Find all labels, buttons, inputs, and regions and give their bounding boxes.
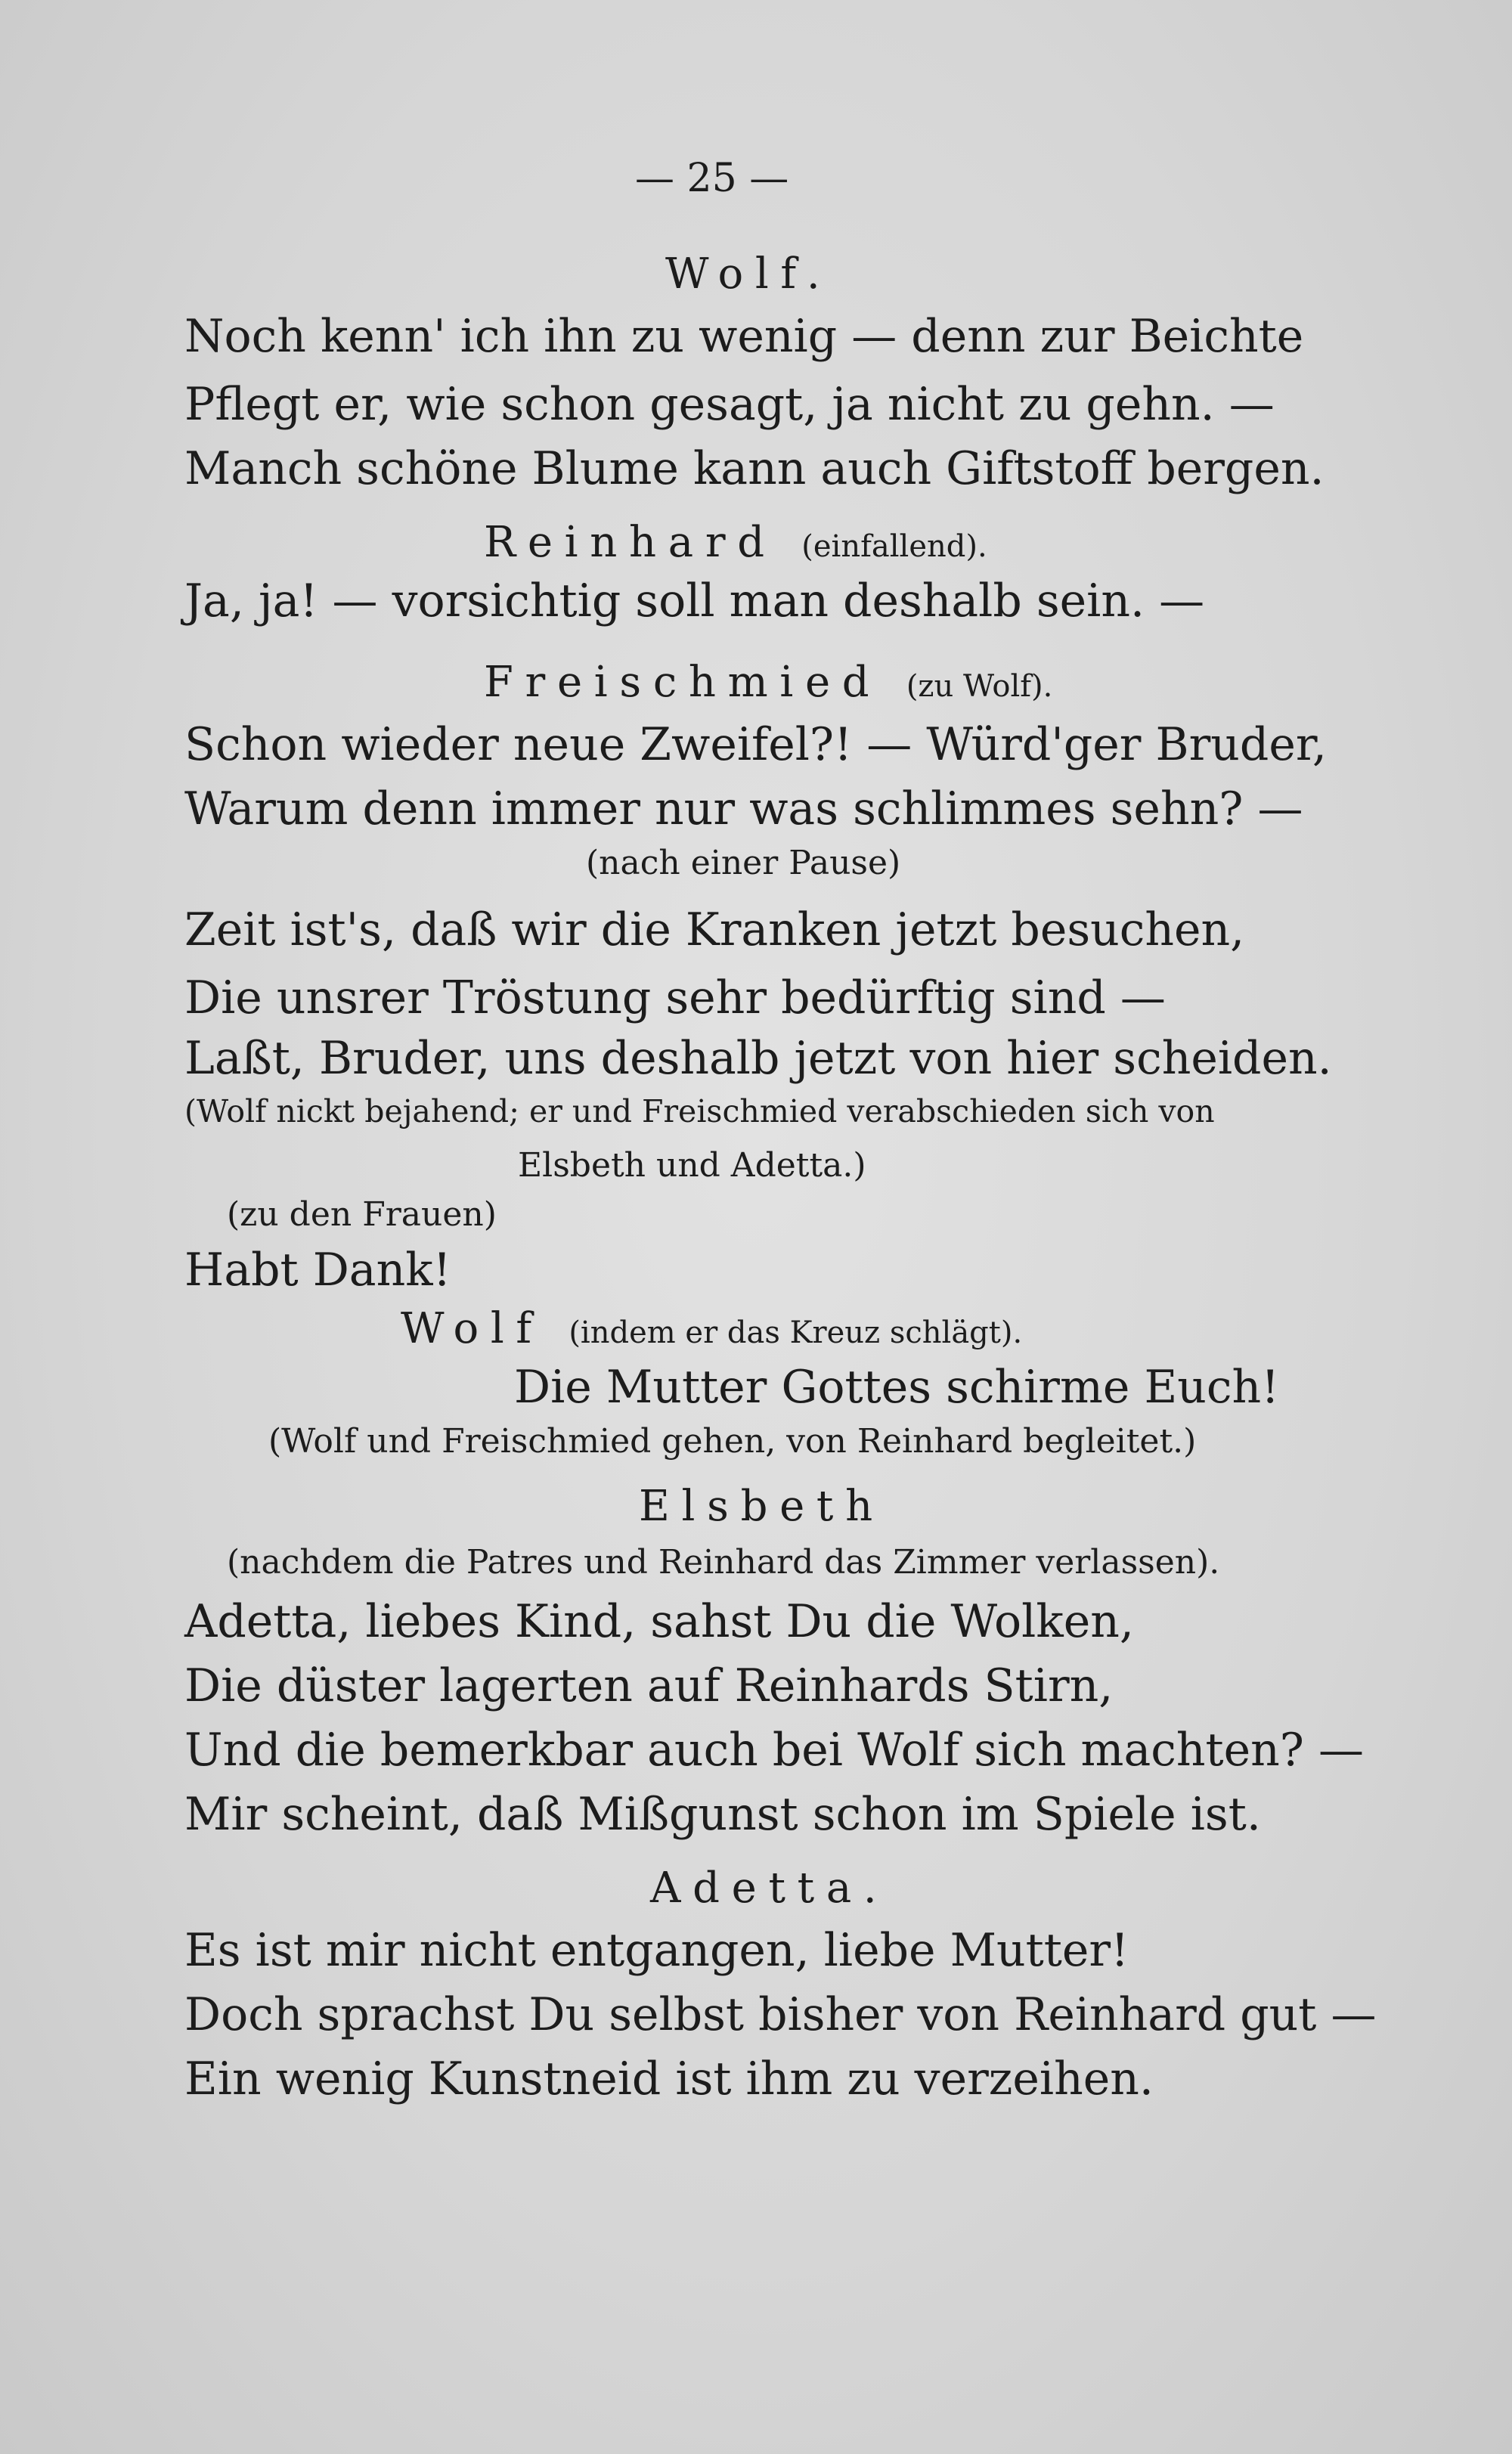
- stage-direction: (nachdem die Patres und Reinhard das Zimmer verlassen).: [227, 1543, 1220, 1582]
- verse-line: Doch sprachst Du selbst bisher von Reinhard gut —: [184, 1988, 1377, 2041]
- page-number: — 25 —: [635, 156, 789, 201]
- verse-line: Manch schöne Blume kann auch Giftstoff bergen.: [184, 442, 1325, 495]
- stage-direction: (einfallend).: [801, 529, 987, 564]
- stage-direction: (Wolf und Freischmied gehen, von Reinhard begleitet.): [268, 1422, 1197, 1461]
- stage-direction: (zu den Frauen): [227, 1195, 497, 1234]
- stage-direction: Elsbeth und Adetta.): [518, 1146, 866, 1185]
- verse-line: Noch kenn' ich ihn zu wenig — denn zur Beichte: [184, 310, 1304, 363]
- verse-line: Es ist mir nicht entgangen, liebe Mutter!: [184, 1924, 1129, 1977]
- stage-direction: (nach einer Pause): [586, 844, 901, 882]
- verse-line: Und die bemerkbar auch bei Wolf sich machten? —: [184, 1724, 1364, 1777]
- speaker-adetta: Adetta.: [650, 1864, 889, 1913]
- verse-line: Zeit ist's, daß wir die Kranken jetzt besuchen,: [184, 903, 1245, 956]
- verse-line: Die düster lagerten auf Reinhards Stirn,: [184, 1659, 1114, 1712]
- stage-direction: (Wolf nickt bejahend; er und Freischmied verabschieden sich von: [184, 1093, 1215, 1129]
- speaker-elsbeth: Elsbeth: [639, 1482, 885, 1531]
- verse-line: Habt Dank!: [184, 1244, 451, 1297]
- verse-line: Mir scheint, daß Mißgunst schon im Spiele ist.: [184, 1788, 1261, 1841]
- speaker-reinhard: [484, 518, 987, 567]
- verse-line: Die Mutter Gottes schirme Euch!: [514, 1361, 1280, 1414]
- verse-line: Adetta, liebes Kind, sahst Du die Wolken,: [184, 1595, 1134, 1648]
- speaker-wolf: [401, 1304, 1023, 1353]
- speaker-wolf: Wolf.: [665, 249, 832, 299]
- speaker-name: Wolf: [401, 1304, 544, 1353]
- verse-line: Ein wenig Kunstneid ist ihm zu verzeihen.: [184, 2053, 1154, 2105]
- verse-line: Die unsrer Tröstung sehr bedürftig sind —: [184, 971, 1166, 1024]
- stage-direction: (indem er das Kreuz schlägt).: [569, 1315, 1023, 1350]
- verse-line: Ja, ja! — vorsichtig soll man deshalb sein. —: [184, 575, 1205, 627]
- speaker-name: Reinhard: [484, 518, 776, 567]
- verse-line: Warum denn immer nur was schlimmes sehn? —: [184, 782, 1303, 835]
- speaker-name: Freischmied: [484, 658, 881, 707]
- stage-direction: (zu Wolf).: [906, 669, 1053, 704]
- speaker-freischmied: [484, 658, 1053, 707]
- verse-line: Laßt, Bruder, uns deshalb jetzt von hier scheiden.: [184, 1032, 1332, 1085]
- verse-line: Pflegt er, wie schon gesagt, ja nicht zu gehn. —: [184, 378, 1275, 431]
- verse-line: Schon wieder neue Zweifel?! — Würd'ger Bruder,: [184, 718, 1327, 771]
